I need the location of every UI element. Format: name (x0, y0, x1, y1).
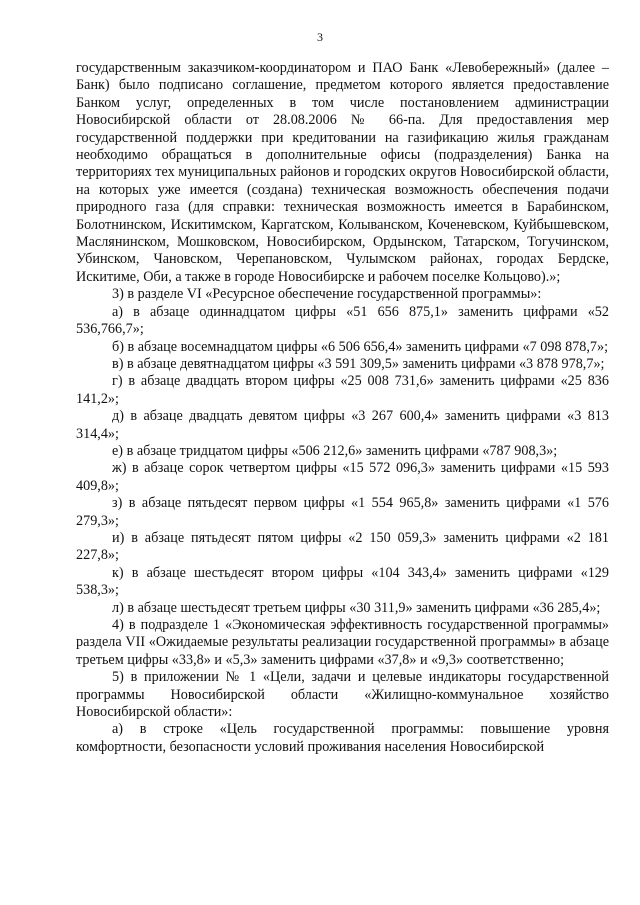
paragraph-subitem-g: г) в абзаце двадцать втором цифры «25 008 731,6» заменить цифрами «25 836 141,2»; (76, 373, 609, 407)
paragraph-subitem-z: з) в абзаце пятьдесят первом цифры «1 554 965,8» заменить цифрами «1 576 279,3»; (76, 495, 609, 529)
paragraph-item-3: 3) в разделе VI «Ресурсное обеспечение государственной программы»: (112, 286, 542, 303)
paragraph-subitem-b: б) в абзаце восемнадцатом цифры «6 506 656,4» заменить цифрами «7 098 878,7»; (112, 338, 609, 355)
paragraph-subitem-a: а) в абзаце одиннадцатом цифры «51 656 875,1» заменить цифрами «52 536,766,7»; (76, 303, 609, 338)
paragraph-bank-agreement: государственным заказчиком-координатором и ПАО Банк «Левобережный» (далее – Банк) было подписано соглашение, предметом которого является предоставление Банком услуг, определенных в том числе постановлением администрации Новосибирской области от 28.08.2006 № 66-па. Для предоставления мер государственной поддержки при кредитовании на газификацию жилья гражданам необходимо обращаться в дополнительные офисы (подразделения) Банка на территориях тех муниципальных районов и городских округов Новосибирской области, на которых уже имеется (создана) техническая возможность обеспечения подачи природного газа (для справки: техническая возможность имеется в Барабинском, Болотнинском, Искитимском, Каргатском, Колыванском, Коченевском, Куйбышевском, Маслянинском, Мошковском, Новосибирском, Ордынском, Татарском, Тогучинском, Убинском, Чановском, Черепановском, Чулымском районах, городах Бердске, Искитиме, Оби, а также в городе Новосибирске и рабочем поселке Кольцово).»; (76, 60, 609, 285)
document-body (76, 60, 609, 756)
page-number: 3 (317, 30, 323, 44)
paragraph-subitem-v: в) в абзаце девятнадцатом цифры «3 591 309,5» заменить цифрами «3 878 978,7»; (112, 355, 605, 372)
paragraph-subitem-i: и) в абзаце пятьдесят пятом цифры «2 150 059,3» заменить цифрами «2 181 227,8»; (76, 529, 609, 564)
paragraph-subitem-zh: ж) в абзаце сорок четвертом цифры «15 572 096,3» заменить цифрами «15 593 409,8»; (76, 460, 609, 494)
paragraph-item-5-subitem-a: а) в строке «Цель государственной программы: повышение уровня комфортности, безопасности условий проживания населения Новосибирской (76, 721, 609, 755)
paragraph-item-4: 4) в подразделе 1 «Экономическая эффективность государственной программы» раздела VII «Ожидаемые результаты реализации государственной программы» в абзаце третьем цифры «33,8» и «5,3» заменить цифрами «37,8» и «9,3» соответственно; (76, 617, 609, 668)
paragraph-item-5: 5) в приложении № 1 «Цели, задачи и целевые индикаторы государственной программы Новосибирской области «Жилищно-коммунальное хозяйство Новосибирской области»: (76, 669, 609, 721)
paragraph-subitem-e: е) в абзаце тридцатом цифры «506 212,6» заменить цифрами «787 908,3»; (112, 442, 558, 459)
paragraph-subitem-l: л) в абзаце шестьдесят третьем цифры «30 311,9» заменить цифрами «36 285,4»; (112, 599, 601, 616)
paragraph-subitem-k: к) в абзаце шестьдесят втором цифры «104 343,4» заменить цифрами «129 538,3»; (76, 564, 609, 599)
paragraph-subitem-d: д) в абзаце двадцать девятом цифры «3 267 600,4» заменить цифрами «3 813 314,4»; (76, 408, 609, 442)
